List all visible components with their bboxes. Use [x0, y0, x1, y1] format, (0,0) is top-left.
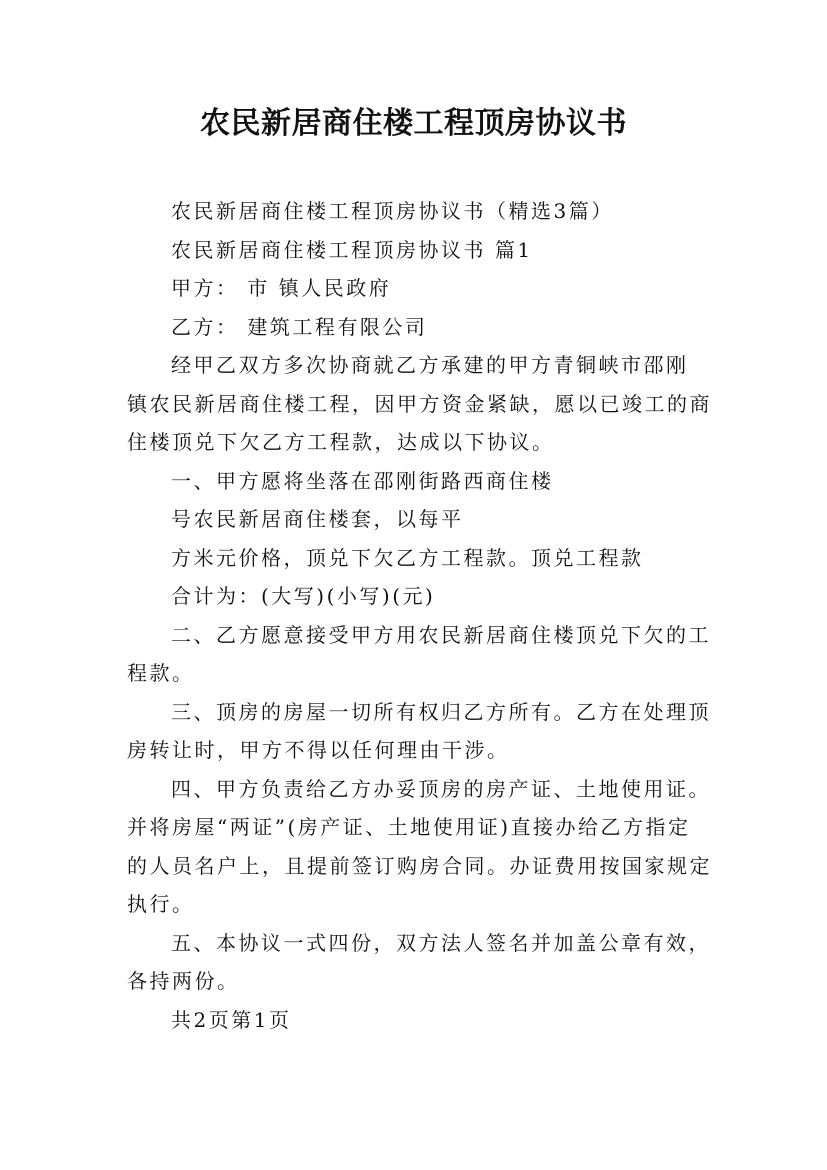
page-counter: 共2页第1页	[171, 1007, 292, 1032]
clause-1-line: 一、甲方愿将坐落在邵刚街路西商住楼	[171, 468, 554, 493]
clause-3-line: 房转让时，甲方不得以任何理由干涉。	[127, 738, 510, 762]
clause-1-line: 方米元价格，顶兑下欠乙方工程款。顶兑工程款	[171, 545, 644, 570]
subtitle-line: 农民新居商住楼工程顶房协议书（精选3篇）	[171, 199, 614, 223]
clause-4-line: 四、甲方负责给乙方办妥顶房的房产证、土地使用证。	[171, 776, 711, 801]
document-body	[127, 192, 715, 1039]
clause-4-line: 的人员名户上，且提前签订购房合同。办证费用按国家规定	[127, 853, 712, 878]
clause-1-line: 号农民新居商住楼套，以每平	[171, 507, 464, 531]
clause-2-line: 程款。	[127, 661, 195, 685]
paragraph-line: 经甲乙双方多次协商就乙方承建的甲方青铜峡市邵刚	[171, 353, 689, 377]
clause-1-total-line: 合计为：(大写)(小写)(元)	[171, 584, 436, 608]
clause-4-line: 执行。	[127, 892, 195, 916]
clause-3-line: 三、顶房的房屋一切所有权归乙方所有。乙方在处理顶	[171, 699, 711, 724]
clause-2-line: 二、乙方愿意接受甲方用农民新居商住楼顶兑下欠的工	[171, 622, 711, 647]
clause-5-line: 五、本协议一式四份，双方法人签名并加盖公章有效，	[171, 930, 711, 955]
clause-5-line: 各持两份。	[127, 969, 240, 993]
party-a-line: 甲方： 市 镇人民政府	[171, 276, 392, 300]
clause-4-line: 并将房屋“两证”(房产证、土地使用证)直接办给乙方指定	[127, 815, 691, 839]
paragraph-line: 住楼顶兑下欠乙方工程款，达成以下协议。	[127, 430, 555, 454]
paragraph-line: 镇农民新居商住楼工程，因甲方资金紧缺，愿以已竣工的商	[127, 391, 712, 416]
section-heading: 农民新居商住楼工程顶房协议书 篇1	[171, 237, 533, 262]
document-title: 农民新居商住楼工程顶房协议书	[200, 106, 627, 141]
party-b-line: 乙方： 建筑工程有限公司	[171, 314, 428, 339]
